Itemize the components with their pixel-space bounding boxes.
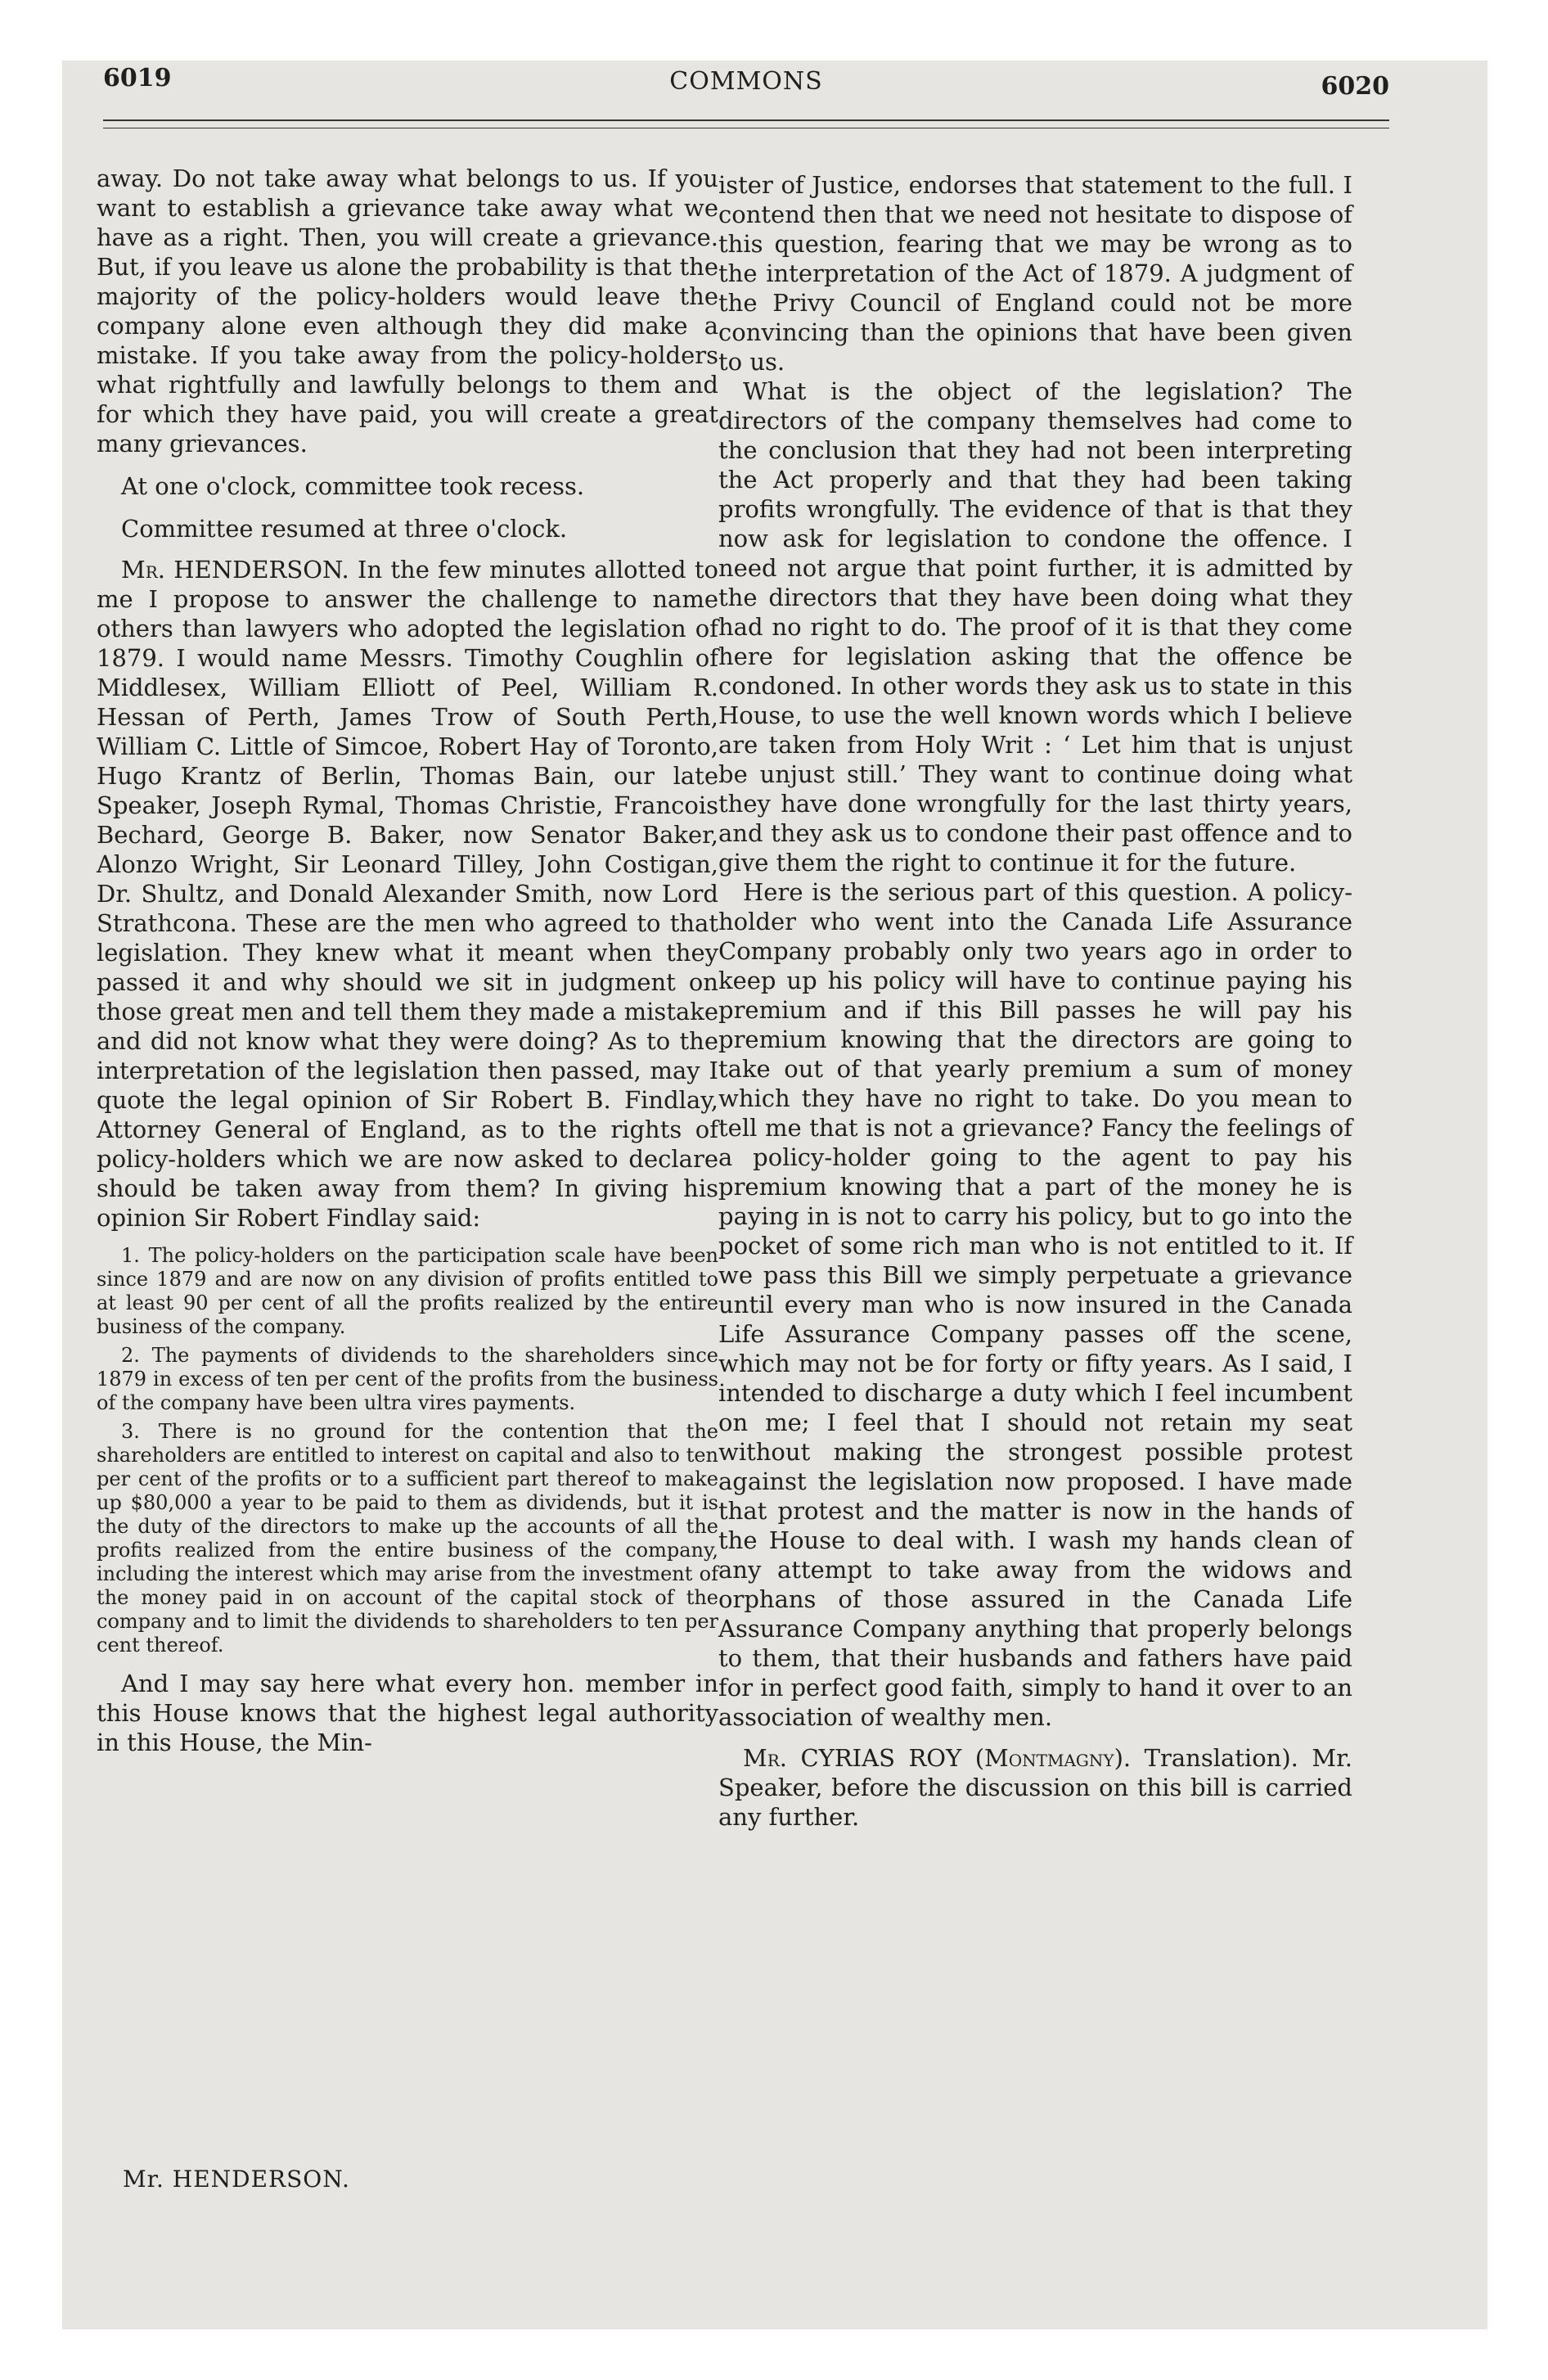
speaker-name: Mr. HENDERSON. [121,556,349,584]
recess-note: At one o'clock, committee took recess. [121,472,585,500]
paragraph: away. Do not take away what belongs to us. If you want to establish a grievance take away what we have as a right. Then, you will create a grievance. But, if you leave us alone the probability is that the majority of the policy-holders would leave the company alone even although they did make a mistake. If you take away from the policy-holders what rightfully and lawfully belongs to them and for which they have paid, you will create a great many grievances. [97,165,718,458]
resumed-note: Committee resumed at three o'clock. [121,515,568,543]
running-title: COMMONS [669,67,823,96]
header-rule [103,119,1389,121]
right-column [718,170,1352,1832]
paragraph [97,555,718,1233]
speaker-name: Mr. CYRIAS ROY (Montmagny). [743,1744,1132,1772]
paragraph: And I may say here what every hon. member in this House knows that the highest legal authority in this House, the Min- [97,1670,718,1756]
quote-item: 2. The payments of dividends to the shareholders since 1879 in excess of ten per cent of the profits from the business of the company have been ultra vires payments. [97,1344,718,1414]
paragraph [718,1743,1352,1832]
paragraph-text: In the few minutes allotted to me I propose to answer the challenge to name others than lawyers who adopted the legislation of 1879. I would name Messrs. Timothy Coughlin of Middlesex, William Elliott of Peel, William R. Hessan of Perth, James Trow of South Perth, William C. Little of Simcoe, Robert Hay of Toronto, Hugo Krantz of Berlin, Thomas Bain, our late Speaker, Joseph Rymal, Thomas Christie, Francois Bechard, George B. Baker, now Senator Baker, Alonzo Wright, Sir Leonard Tilley, John Costigan, Dr. Shultz, and Donald Alexander Smith, now Lord Strathcona. These are the men who agreed to that legislation. They knew what it meant when they passed it and why should we sit in judgment on those great men and tell them they made a mistake and did not know what they were doing? As to the interpretation of the legislation then passed, may I quote the legal opinion of Sir Robert B. Findlay, Attorney General of England, as to the rights of policy-holders which we are now asked to declare should be taken away from them? In giving his opinion Sir Robert Findlay said: [97,556,718,1232]
block-quote [97,1244,718,1657]
quote-item: 1. The policy-holders on the participation scale have been since 1879 and are now on any division of profits entitled to at least 90 per cent of all the profits realized by the entire business of the company. [97,1244,718,1338]
page-number-left: 6019 [103,64,172,92]
paragraph: ister of Justice, endorses that statement to the full. I contend then that we need not hesitate to dispose of this question, fearing that we may be wrong as to the interpretation of the Act of 1879. A judgment of the Privy Council of England could not be more convincing than the opinions that have been given to us. [718,171,1352,376]
paragraph: What is the object of the legislation? The directors of the company themselves had come to the conclusion that they had not been interpreting the Act properly and that they had been taking profits wrongfully. The evidence of that is that they now ask for legislation to condone the offence. I need not argue that point further, it is admitted by the directors that they have been doing what they had no right to do. The proof of it is that they come here for legislation asking that the offence be condoned. In other words they ask us to state in this House, to use the well known words which I believe are taken from Holy Writ : ‘ Let him that is unjust be unjust still.’ They want to continue doing what they have done wrongfully for the last thirty years, and they ask us to condone their past offence and to give them the right to continue it for the future. [718,377,1352,877]
quote-item: 3. There is no ground for the contention that the shareholders are entitled to interest on capital and also to ten per cent of the profits or to a sufficient part thereof to make up $80,000 a year to be paid to them as dividends, but it is the duty of the directors to make up the accounts of all the profits realized from the entire business of the company, including the interest which may arise from the investment of the money paid in on account of the capital stock of the company and to limit the dividends to shareholders to ten per cent thereof. [97,1420,718,1657]
page-number-right: 6020 [1321,72,1389,101]
paragraph: Here is the serious part of this question. A policy-holder who went into the Canada Life Assurance Company probably only two years ago in order to keep up his policy will have to continue paying his premium and if this Bill passes he will pay his premium knowing that the directors are going to take out of that yearly premium a sum of money which they have no right to take. Do you mean to tell me that is not a grievance? Fancy the feelings of a policy-holder going to the agent to pay his premium knowing that a part of the money he is paying in is not to carry his policy, but to go into the pocket of some rich man who is not entitled to it. If we pass this Bill we simply perpetuate a grievance until every man who is now insured in the Canada Life Assurance Company passes off the scene, which may not be for forty or fifty years. As I said, I intended to discharge a duty which I feel incumbent on me; I feel that I should not retain my seat without making the strongest possible protest against the legislation now proposed. I have made that protest and the matter is now in the hands of the House to deal with. I wash my hands clean of any attempt to take away from the widows and orphans of those assured in the Canada Life Assurance Company anything that properly belongs to them, that their husbands and fathers have paid for in perfect good faith, simply to hand it over to an association of wealthy men. [718,878,1352,1731]
page-header [103,64,1389,105]
footer-speaker: Mr. HENDERSON. [123,2166,350,2193]
paragraph-text: Translation). Mr. Speaker, before the discussion on this bill is carried any further. [718,1744,1352,1831]
left-column [97,164,718,1757]
